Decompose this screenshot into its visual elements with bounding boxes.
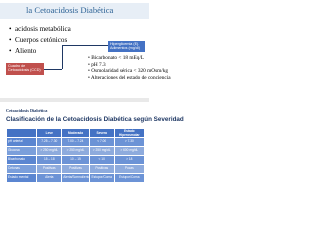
table-row — [7, 147, 145, 156]
table-row — [7, 165, 145, 174]
criteria-item: • pH 7.3 — [88, 61, 106, 68]
bullet-item: • acidosis metabólica — [9, 25, 71, 33]
table-cell: Bicarbonato — [7, 156, 37, 165]
table-cell: Positivas — [62, 165, 90, 174]
table-cell: > 600 mg/dL — [114, 147, 144, 156]
bottom-slide — [0, 102, 184, 198]
table-cell: > 250 mg/dL — [37, 147, 62, 156]
table-cell: Estado mental — [7, 174, 37, 183]
criteria-list — [88, 55, 171, 81]
table-cell: Positivas — [37, 165, 62, 174]
table-cell: 15 – 18 — [37, 156, 62, 165]
slide-title: la Cetoacidosis Diabética — [26, 5, 114, 15]
table-cell: Pocas — [114, 165, 144, 174]
bullet-dot-icon: • — [9, 36, 12, 44]
table-header-cell: Estado Hiperosmolar — [114, 129, 144, 138]
page — [0, 0, 184, 198]
table-cell: Estupor/Coma — [89, 174, 114, 183]
table-cell: > 250 mg/dL — [62, 147, 90, 156]
table-cell: > 18 — [114, 156, 144, 165]
table-cell: Positivas — [89, 165, 114, 174]
severity-table — [6, 128, 145, 183]
connector-line — [62, 45, 108, 46]
table-header-cell — [7, 129, 37, 138]
table-cell: < 10 — [89, 156, 114, 165]
table-cell: Glucosa — [7, 147, 37, 156]
table-header-cell: Moderada — [62, 129, 90, 138]
table-cell: 7.25 – 7.30 — [37, 138, 62, 147]
table-cell: Alerta/Somnoliento — [62, 174, 90, 183]
criteria-item: • Alteraciones del estado de conciencia — [88, 74, 171, 81]
table-header-cell: Leve — [37, 129, 62, 138]
table-header-cell: Severa — [89, 129, 114, 138]
slide-heading: Cetoacidosis Diabética — [6, 108, 48, 113]
bullet-dot-icon: • — [9, 25, 12, 33]
connector-line — [62, 45, 63, 69]
table-cell: > 250 mg/dL — [89, 147, 114, 156]
table-row — [7, 174, 145, 183]
table-cell: 7.00 – 7.24 — [62, 138, 90, 147]
bullet-item: • Cuerpos cetónicos — [9, 36, 68, 44]
connector-line — [44, 69, 62, 70]
table-row — [7, 156, 145, 165]
table-cell: Alerta — [37, 174, 62, 183]
top-slide — [0, 0, 171, 98]
table-cell: Cetonas — [7, 165, 37, 174]
table-cell: < 7.00 — [89, 138, 114, 147]
criteria-item: • Bicarbonato < 18 mEq/L — [88, 55, 145, 61]
table-header-row — [7, 129, 145, 138]
table-cell: 10 – 15 — [62, 156, 90, 165]
hyperglycemia-box: Hiperglicemia (Ej. Adimentos (mg/dl) — [108, 41, 145, 52]
table-row — [7, 138, 145, 147]
table-title: Clasificación de la Cetoacidosis Diabética según Severidad — [6, 116, 184, 123]
table-cell: Estupor/Coma — [114, 174, 144, 183]
criteria-item: • Osmolaridad sérica < 320 mOsm/kg — [88, 68, 169, 74]
table-cell: > 7.30 — [114, 138, 144, 147]
dka-box: Cuadro de Cetoacidosis (CCD) — [6, 63, 44, 75]
bullet-item: • Aliento — [9, 47, 37, 55]
table-cell: pH arterial — [7, 138, 37, 147]
bullet-dot-icon: • — [9, 47, 12, 55]
